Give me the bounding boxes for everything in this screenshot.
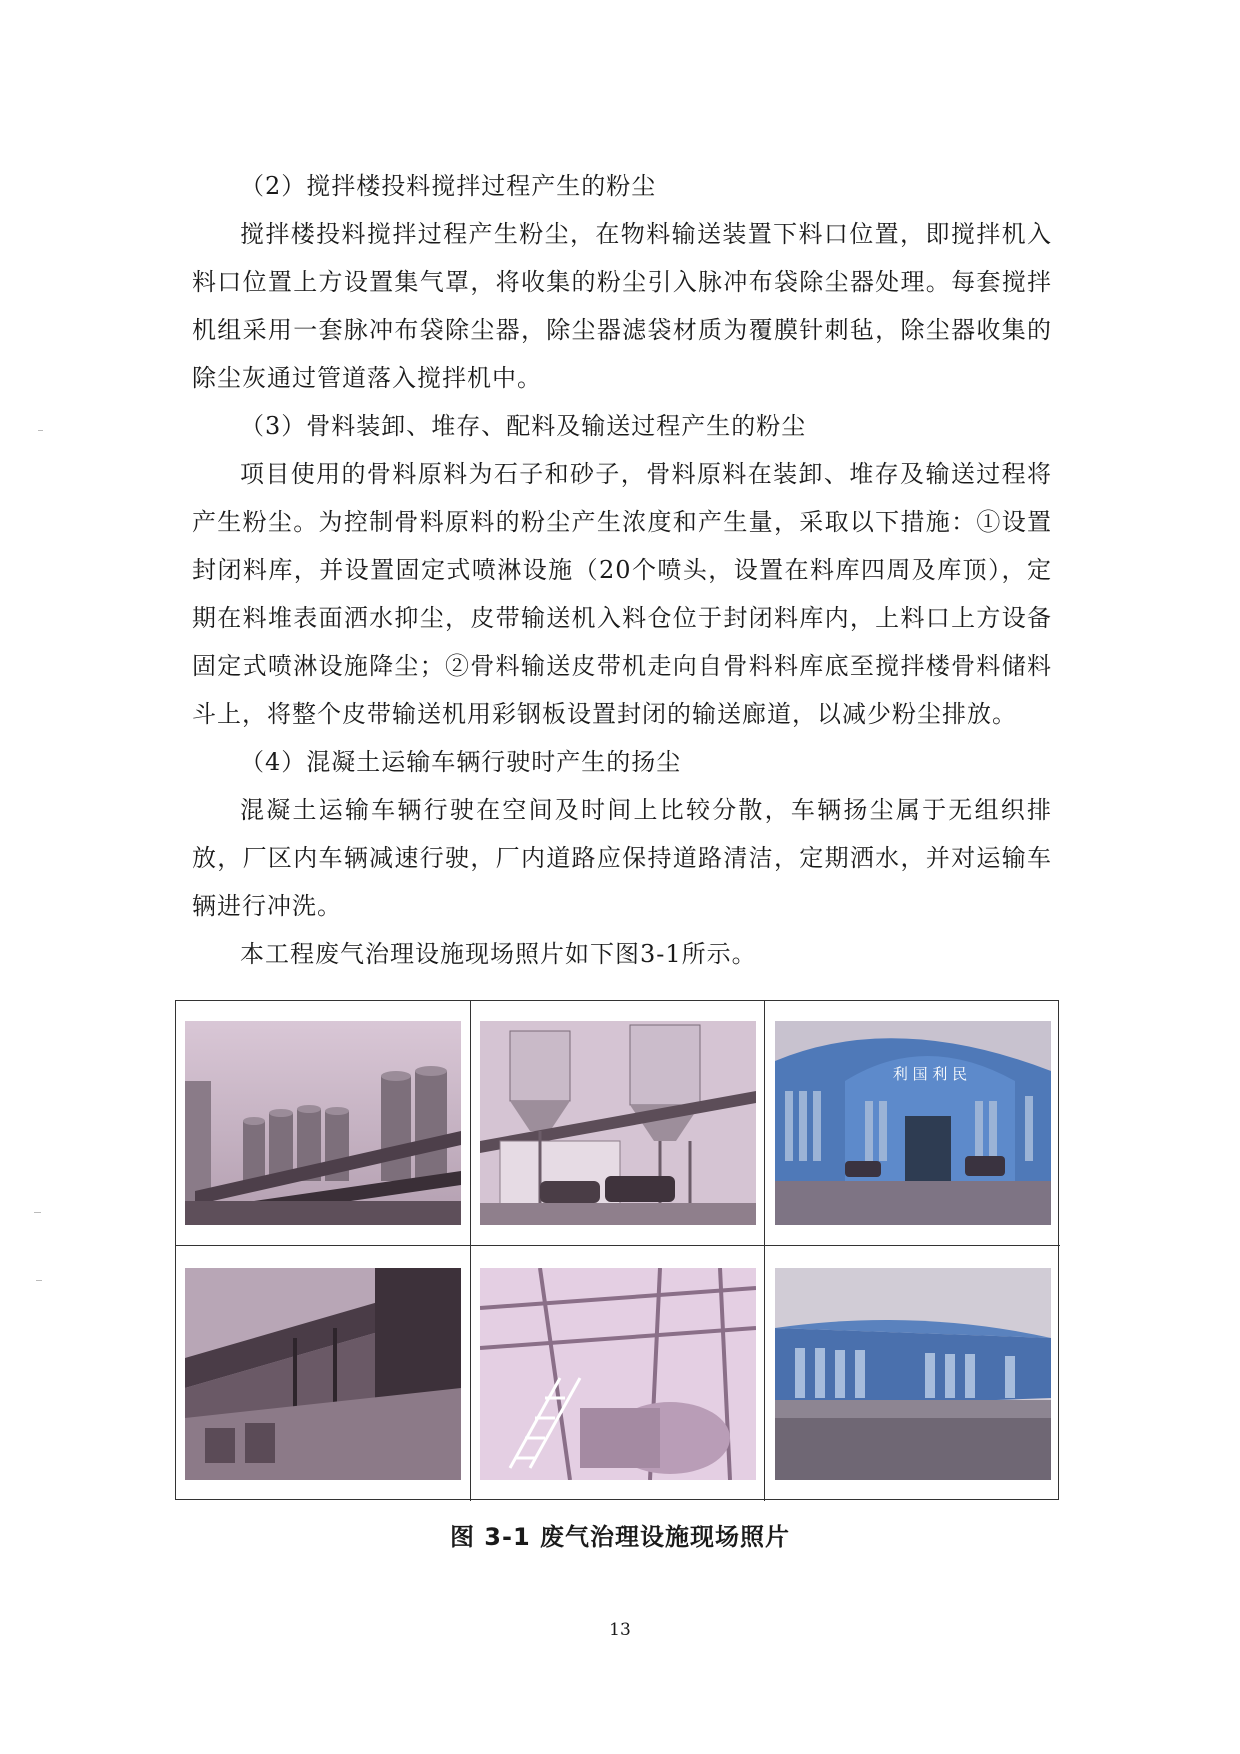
photo-enclosed-storage bbox=[775, 1021, 1051, 1225]
section-heading-3: （3）骨料装卸、堆存、配料及输送过程产生的粉尘 bbox=[240, 412, 807, 440]
photo-warehouse-exterior bbox=[775, 1268, 1051, 1480]
section-heading-2: （2）搅拌楼投料搅拌过程产生的粉尘 bbox=[240, 172, 657, 200]
photo-cell-2 bbox=[471, 1001, 765, 1246]
photo-cell-1 bbox=[176, 1001, 471, 1246]
photo-dust-collector-interior bbox=[480, 1268, 756, 1480]
body-text bbox=[192, 162, 1052, 978]
figure-intro-line: 本工程废气治理设施现场照片如下图3-1所示。 bbox=[240, 940, 757, 968]
scan-speck bbox=[34, 1212, 41, 1213]
scan-speck bbox=[38, 430, 43, 431]
section-body-2: 搅拌楼投料搅拌过程产生粉尘，在物料输送装置下料口位置，即搅拌机入料口位置上方设置集气罩，将收集的粉尘引入脉冲布袋除尘器处理。每套搅拌机组采用一套脉冲布袋除尘器，除尘器滤袋材质为覆膜针刺毡，除尘器收集的除尘灰通过管道落入搅拌机中。 bbox=[192, 220, 1052, 392]
photo-cell-4 bbox=[176, 1246, 471, 1501]
photo-conveyor-gallery bbox=[185, 1268, 461, 1480]
sign-text: 利 国 利 民 bbox=[892, 1065, 967, 1083]
photo-cell-5 bbox=[471, 1246, 765, 1501]
figure-caption: 图 3-1 废气治理设施现场照片 bbox=[449, 1523, 791, 1551]
section-body-3: 项目使用的骨料原料为石子和砂子，骨料原料在装卸、堆存及输送过程将产生粉尘。为控制骨料原料的粉尘产生浓度和产生量，采取以下措施：①设置封闭料库，并设置固定式喷淋设施（20个喷头，设置在料库四周及库顶），定期在料堆表面洒水抑尘，皮带输送机入料仓位于封闭料库内，上料口上方设备固定式喷淋设施降尘；②骨料输送皮带机走向自骨料料库底至搅拌楼骨料储料斗上，将整个皮带输送机用彩钢板设置封闭的输送廊道，以减少粉尘排放。 bbox=[192, 460, 1052, 728]
photo-mixing-plant bbox=[480, 1021, 756, 1225]
photo-silos-conveyor bbox=[185, 1021, 461, 1225]
photo-grid bbox=[175, 1000, 1059, 1500]
photo-cell-3 bbox=[765, 1001, 1060, 1246]
scan-speck bbox=[36, 1280, 42, 1281]
section-body-4: 混凝土运输车辆行驶在空间及时间上比较分散，车辆扬尘属于无组织排放，厂区内车辆减速行驶，厂内道路应保持道路清洁，定期洒水，并对运输车辆进行冲洗。 bbox=[192, 796, 1052, 920]
section-heading-4: （4）混凝土运输车辆行驶时产生的扬尘 bbox=[240, 748, 682, 776]
photo-cell-6 bbox=[765, 1246, 1060, 1501]
page-number: 13 bbox=[609, 1620, 631, 1640]
